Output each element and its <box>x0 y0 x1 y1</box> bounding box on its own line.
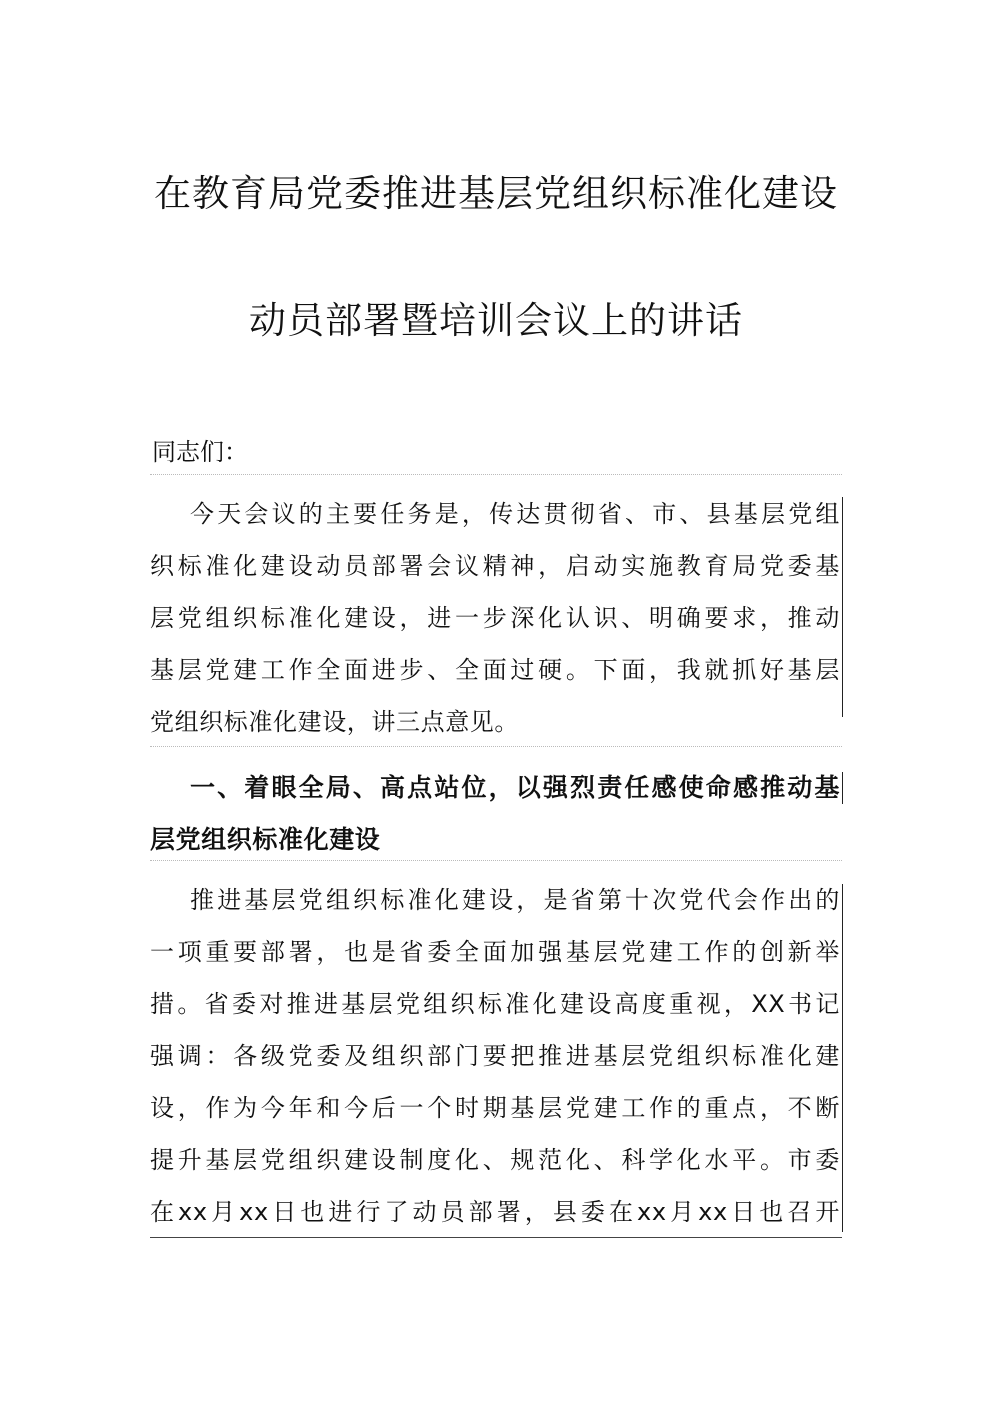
paragraph-2 <box>150 874 840 1238</box>
paragraph-line: 提升基层党组织建设制度化、规范化、科学化水平。市委 <box>150 1146 840 1174</box>
paragraph-line: 设，作为今年和今后一个时期基层党建工作的重点，不断 <box>150 1094 840 1122</box>
line-separator <box>150 860 842 861</box>
margin-bar <box>842 497 843 717</box>
section-heading-1 <box>150 762 840 866</box>
salutation: 同志们： <box>152 438 248 466</box>
paragraph-line: 在xx月xx日也进行了动员部署，县委在xx月xx日也召开 <box>150 1198 840 1226</box>
paragraph-line: 强调：各级党委及组织部门要把推进基层党组织标准化建 <box>150 1042 840 1070</box>
paragraph-line: 今天会议的主要任务是，传达贯彻省、市、县基层党组 <box>190 500 840 528</box>
heading-line: 一、着眼全局、高点站位，以强烈责任感使命感推动基 <box>190 773 840 802</box>
paragraph-line: 基层党建工作全面进步、全面过硬。下面，我就抓好基层 <box>150 656 840 684</box>
document-title-line-2: 动员部署暨培训会议上的讲话 <box>249 299 743 342</box>
document-title-line-1: 在教育局党委推进基层党组织标准化建设 <box>154 172 838 215</box>
paragraph-line: 织标准化建设动员部署会议精神，启动实施教育局党委基 <box>150 552 840 580</box>
page-bottom-rule <box>150 1237 842 1238</box>
line-separator <box>150 746 842 747</box>
margin-bar <box>842 772 843 804</box>
paragraph-line: 层党组织标准化建设，进一步深化认识、明确要求，推动 <box>150 604 840 632</box>
paragraph-line: 一项重要部署，也是省委全面加强基层党建工作的创新举 <box>150 938 840 966</box>
paragraph-1 <box>150 488 840 748</box>
line-separator <box>150 474 842 475</box>
heading-line: 层党组织标准化建设 <box>150 825 381 854</box>
paragraph-line: 党组织标准化建设，讲三点意见。 <box>150 708 519 736</box>
paragraph-line: 推进基层党组织标准化建设，是省第十次党代会作出的 <box>190 886 840 914</box>
paragraph-line: 措。省委对推进基层党组织标准化建设高度重视，XX书记 <box>150 990 840 1018</box>
margin-bar <box>842 884 843 1232</box>
